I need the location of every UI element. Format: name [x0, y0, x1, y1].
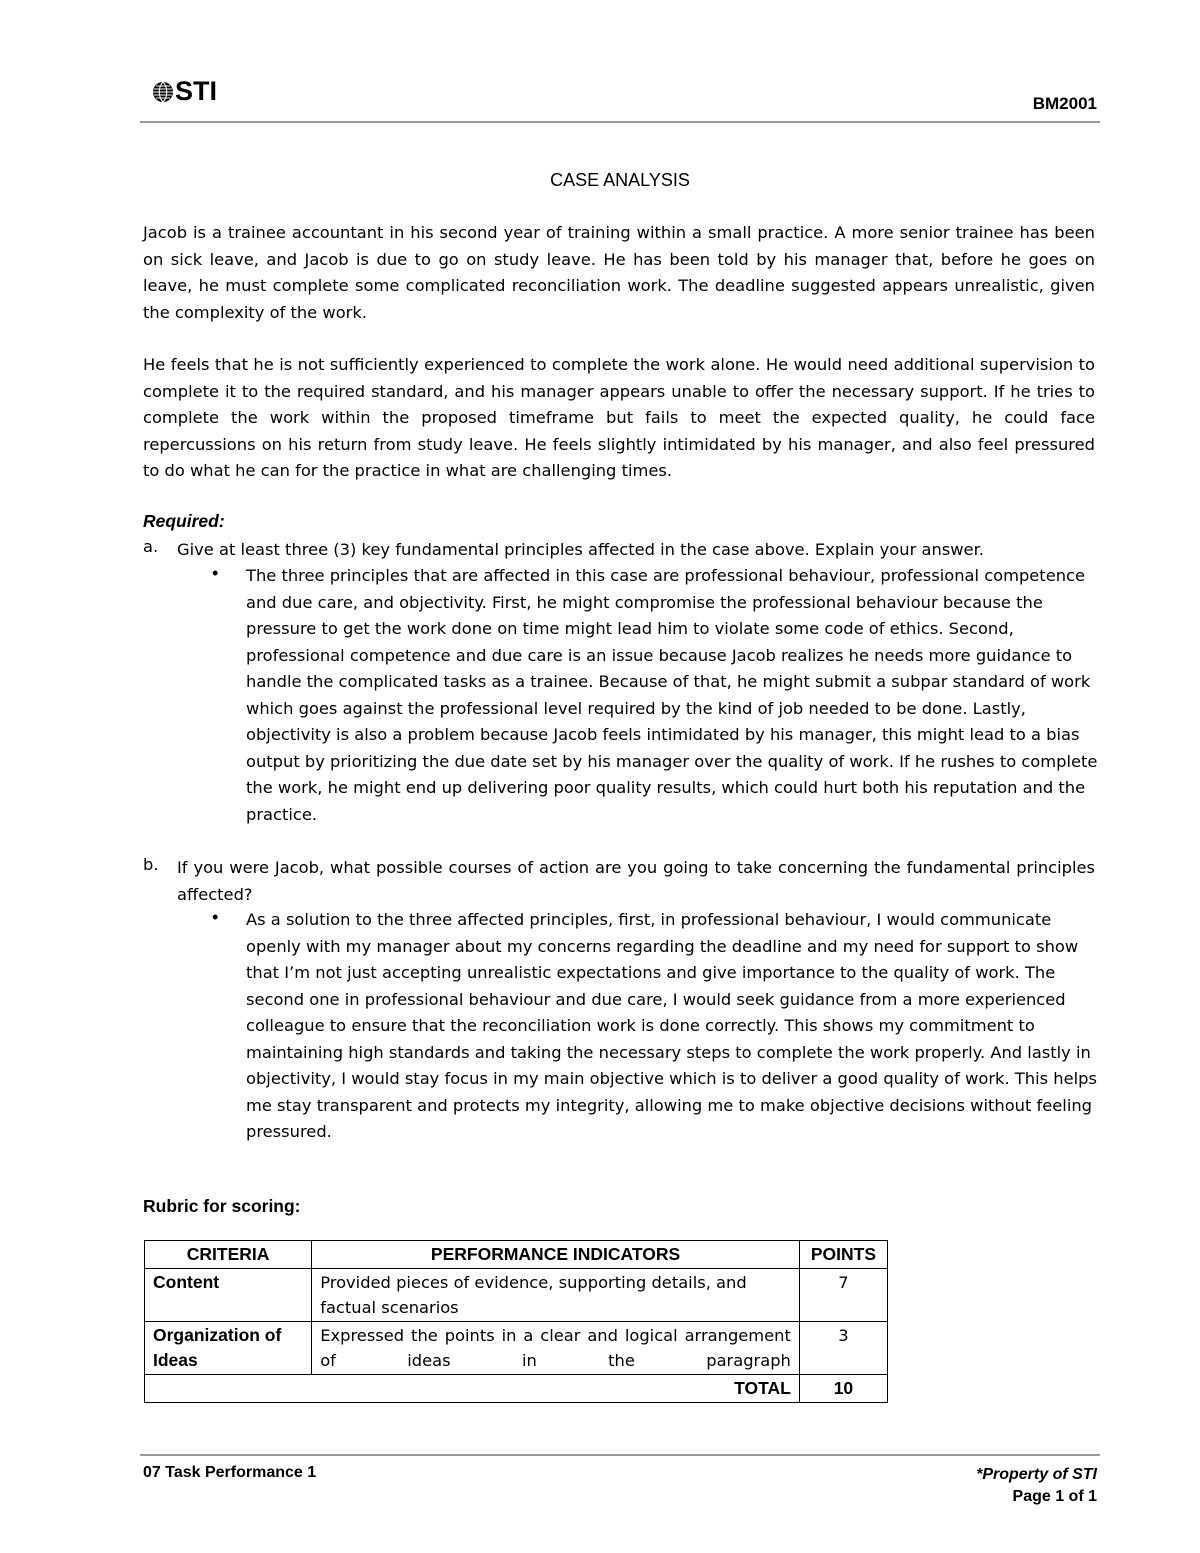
item-a-answer: The three principles that are affected in this case are professional behaviour, professional competence and due care, and objectivity. First, he might compromise the professional behaviour because the pressure to get the work done on time might lead him to violate some code of ethics. Second, professional competence and due care is an issue because Jacob realizes he needs more guidance to handle the complicated tasks as a trainee. Because of that, he might submit a subpar standard of work which goes against the professional level required by the kind of job needed to be done. Lastly, objectivity is also a problem because Jacob feels intimidated by his manager, this might lead to a bias output by prioritizing the due date set by his manager over the quality of work. If he rushes to complete the work, he might end up delivering poor quality results, which could hurt both his reputation and the practice.	[246, 566, 1098, 824]
course-code: BM2001	[1032, 94, 1097, 113]
footer-property: *Property of STI	[976, 1466, 1097, 1483]
item-b-answer: As a solution to the three affected principles, first, in professional behaviour, I would communicate openly with my manager about my concerns regarding the deadline and my need for support to show that I’m not just accepting unrealistic expectations and give importance to the quality of work. The second one in professional behaviour and due care, I would seek guidance from a more experienced colleague to ensure that the reconciliation work is done correctly. This shows my commitment to maintaining high standards and taking the necessary steps to complete the work properly. And lastly in objectivity, I would stay focus in my main objective which is to deliver a good quality of work. This helps me stay transparent and protects my integrity, allowing me to make objective decisions without feeling pressured.	[246, 910, 1097, 1141]
bullet-a: •	[212, 563, 219, 583]
item-b-marker: b.	[143, 855, 159, 874]
sti-globe-logo-icon	[152, 81, 174, 103]
item-b-question: If you were Jacob, what possible courses of action are you going to take concerning the fundamental principles affected?	[177, 858, 1095, 904]
footer-divider	[140, 1454, 1100, 1456]
rubric-label: Rubric for scoring:	[143, 1196, 301, 1216]
row-points: 3	[799, 1322, 887, 1375]
row-criteria: Organization of Ideas	[145, 1322, 312, 1375]
case-paragraph-1: Jacob is a trainee accountant in his second year of training within a small practice. A more senior trainee has been on sick leave, and Jacob is due to go on study leave. He has been told by his manager that, before he goes on leave, he must complete some complicated reconciliation work. The deadline suggested appears unrealistic, given the complexity of the work.	[143, 223, 1095, 322]
total-row	[145, 1375, 888, 1403]
bullet-b: •	[212, 907, 219, 927]
row-criteria: Content	[145, 1269, 312, 1322]
item-a-question: Give at least three (3) key fundamental principles affected in the case above. Explain your answer.	[177, 540, 984, 559]
sti-logo	[152, 78, 217, 105]
case-paragraph-2: He feels that he is not sufficiently experienced to complete the work alone. He would need additional supervision to complete it to the required standard, and his manager appears unable to offer the necessary support. If he tries to complete the work within the proposed timeframe but fails to meet the expected quality, he could face repercussions on his return from study leave. He feels slightly intimidated by his manager, and also feel pressured to do what he can for the practice in what are challenging times.	[143, 355, 1095, 480]
item-a-marker: a.	[143, 537, 159, 556]
footer-page-number: Page 1 of 1	[1012, 1488, 1097, 1505]
footer-right	[976, 1464, 1097, 1508]
total-label: TOTAL	[145, 1375, 800, 1403]
required-label: Required:	[143, 511, 225, 531]
row-points: 7	[799, 1269, 887, 1322]
table-row	[145, 1269, 888, 1322]
header-criteria: CRITERIA	[145, 1241, 312, 1269]
logo-text: STI	[175, 76, 218, 106]
header-divider	[140, 121, 1100, 123]
page-title: CASE ANALYSIS	[550, 170, 690, 190]
header-performance-indicators: PERFORMANCE INDICATORS	[312, 1241, 800, 1269]
rubric-table	[144, 1240, 888, 1403]
rubric-header-row	[145, 1241, 888, 1269]
row-indicator: Expressed the points in a clear and logical arrangement of ideas in the paragraph	[312, 1322, 800, 1375]
total-value: 10	[799, 1375, 887, 1403]
table-row	[145, 1322, 888, 1375]
header-points: POINTS	[799, 1241, 887, 1269]
row-indicator: Provided pieces of evidence, supporting details, and factual scenarios	[312, 1269, 800, 1322]
footer-task-title: 07 Task Performance 1	[143, 1464, 317, 1481]
